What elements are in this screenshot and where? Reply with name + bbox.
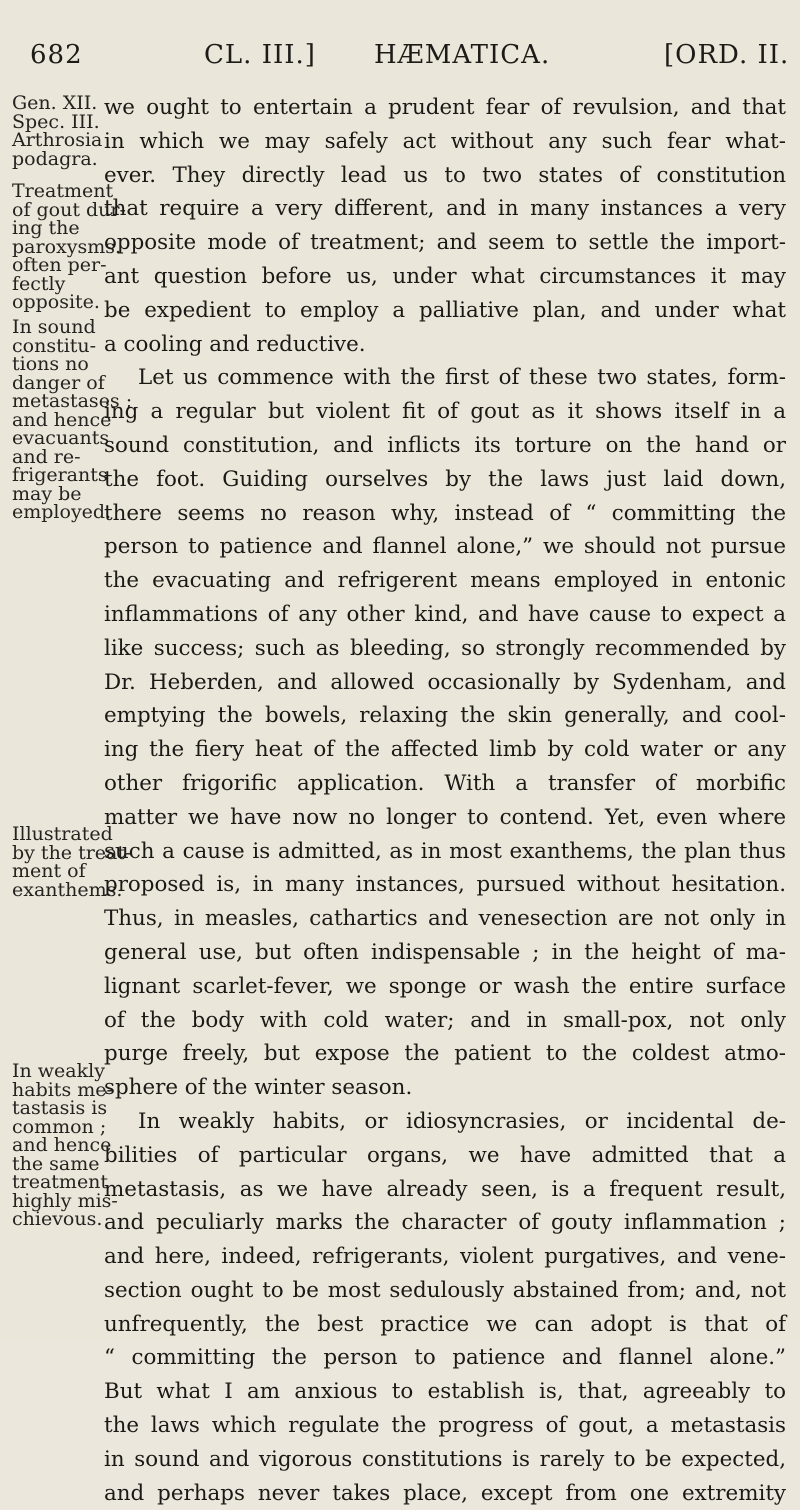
text-line: the evacuating and refrigerent means employed in entonic [104,568,786,594]
text-line: lignant scarlet-fever, we sponge or wash the entire surface [104,973,786,999]
margin-note-line: opposite. [12,291,100,313]
text-line: in sound and vigorous constitutions is rarely to be expected, [104,1446,786,1472]
margin-note-line: In sound [12,316,96,338]
text-line: there seems no reason why, instead of “ committing the [104,500,786,526]
margin-note-line: paroxysms. [12,235,122,258]
margin-note-line: and hence [12,408,112,431]
body-text [104,91,786,1510]
text-line: other frigorific application. With a transfer of morbific [104,770,786,796]
order-heading: [ORD. II. [664,40,790,70]
margin-note-line: frigerants [12,464,108,486]
text-line: unfrequently, the best practice we can adopt is that of [104,1311,786,1337]
text-line: of the body with cold water; and in small-pox, not only [104,1007,786,1033]
text-line: ever. They directly lead us to two states of constitution [104,162,786,188]
margin-note-line: ing the [12,217,80,239]
text-line: the laws which regulate the progress of gout, a metastasis [104,1413,786,1439]
text-line: purge freely, but expose the patient to the coldest atmo- [104,1041,786,1067]
text-line: matter we have now no longer to contend. Yet, even where [104,804,786,830]
running-title: HÆMATICA. [374,40,551,70]
text-line: we ought to entertain a prudent fear of revulsion, and that [104,95,786,120]
margin-note-line: Gen. XII. [12,92,98,114]
margin-note-line: chievous. [12,1208,103,1230]
text-line: be expedient to employ a palliative plan, and under what [104,297,786,323]
margin-note-line: and re- [12,445,81,468]
text-line: sound constitution, and inflicts its torture on the hand or [104,432,786,458]
margin-note-line: podagra. [12,147,98,170]
text-line: ant question before us, under what circumstances it may [104,263,786,289]
text-line: general use, but often indispensable ; in the height of ma- [104,939,786,965]
text-line: and peculiarly marks the character of gouty inflammation ; [104,1210,786,1236]
margin-note-line: metastases ; [12,390,133,412]
text-line: in which we may safely act without any such fear what- [104,128,786,154]
margin-note-treatment [12,180,126,313]
text-line: a cooling and reductive. [104,331,366,357]
margin-note-weakly-habits [12,1060,118,1230]
text-line: and perhaps never takes place, except from one extremity [104,1480,786,1506]
text-line: proposed is, in many instances, pursued without hesitation. [104,872,786,898]
margin-note-line: common ; [12,1115,107,1138]
page-number: 682 [30,40,83,70]
text-line: bilities of particular organs, we have admitted that a [104,1142,786,1168]
text-line: In weakly habits, or idiosyncrasies, or incidental de- [138,1108,786,1134]
text-line: ing the fiery heat of the affected limb by cold water or any [104,737,786,763]
margin-note-line: Spec. III. [12,110,100,133]
text-line: and here, indeed, refrigerants, violent purgatives, and vene- [104,1244,786,1270]
chapter-heading: CL. III.] [204,40,316,70]
text-line: ing a regular but violent fit of gout as it shows itself in a [104,399,786,425]
text-line: “ committing the person to patience and flannel alone.” [104,1345,786,1371]
margin-note-line: Treatment [12,180,114,202]
margin-note-line: constitu- [12,334,97,357]
margin-note-line: by the treat- [12,841,132,864]
text-line: emptying the bowels, relaxing the skin generally, and cool- [104,703,786,729]
margin-note-line: Arthrosia [12,129,103,151]
margin-note-exanthems [12,823,132,901]
text-line: inflammations of any other kind, and have cause to expect a [104,601,786,627]
margin-note-line: habits me- [12,1078,113,1101]
text-line: Thus, in measles, cathartics and venesection are not only in [104,906,786,932]
margin-note-line: ment of [12,860,86,882]
margin-note-line: highly mis- [12,1189,118,1212]
margin-note-line: employed. [12,501,112,523]
text-line: metastasis, as we have already seen, is a frequent result, [104,1176,786,1202]
margin-note-line: In weakly [12,1060,105,1082]
margin-note-line: danger of [12,371,105,394]
margin-note-line: tions no [12,353,89,375]
text-line: such a cause is admitted, as in most exanthems, the plan thus [104,838,786,864]
margin-note-classification [12,94,112,168]
text-line: person to patience and flannel alone,” we should not pursue [104,534,786,560]
margin-note-line: may be [12,482,82,505]
text-line: section ought to be most sedulously abstained from; and, not [104,1277,786,1303]
running-header [0,40,800,80]
margin-note-line: tastasis is [12,1097,108,1119]
margin-note-line: fectly [12,272,66,295]
text-line: like success; such as bleeding, so strongly recommended by [104,635,786,661]
margin-note-line: of gout dur- [12,198,126,221]
text-line: opposite mode of treatment; and seem to settle the import- [104,230,786,256]
margin-note-line: exanthems. [12,878,123,901]
margin-note-line: the same [12,1152,100,1175]
text-line: that require a very different, and in many instances a very [104,196,786,222]
margin-note-line: often per- [12,254,107,276]
margin-note-line: Illustrated [12,823,113,845]
text-line: Dr. Heberden, and allowed occasionally by Sydenham, and [104,669,786,695]
text-line: the foot. Guiding ourselves by the laws just laid down, [104,466,786,492]
margin-note-line: evacuants [12,427,110,449]
text-line: But what I am anxious to establish is, that, agreeably to [104,1379,786,1405]
text-line: sphere of the winter season. [104,1075,413,1101]
text-line: Let us commence with the first of these two states, form- [138,365,786,391]
margin-note-line: and hence [12,1134,112,1156]
margin-note-line: treatment [12,1171,109,1193]
margin-note-sound-constitutions [12,316,133,523]
